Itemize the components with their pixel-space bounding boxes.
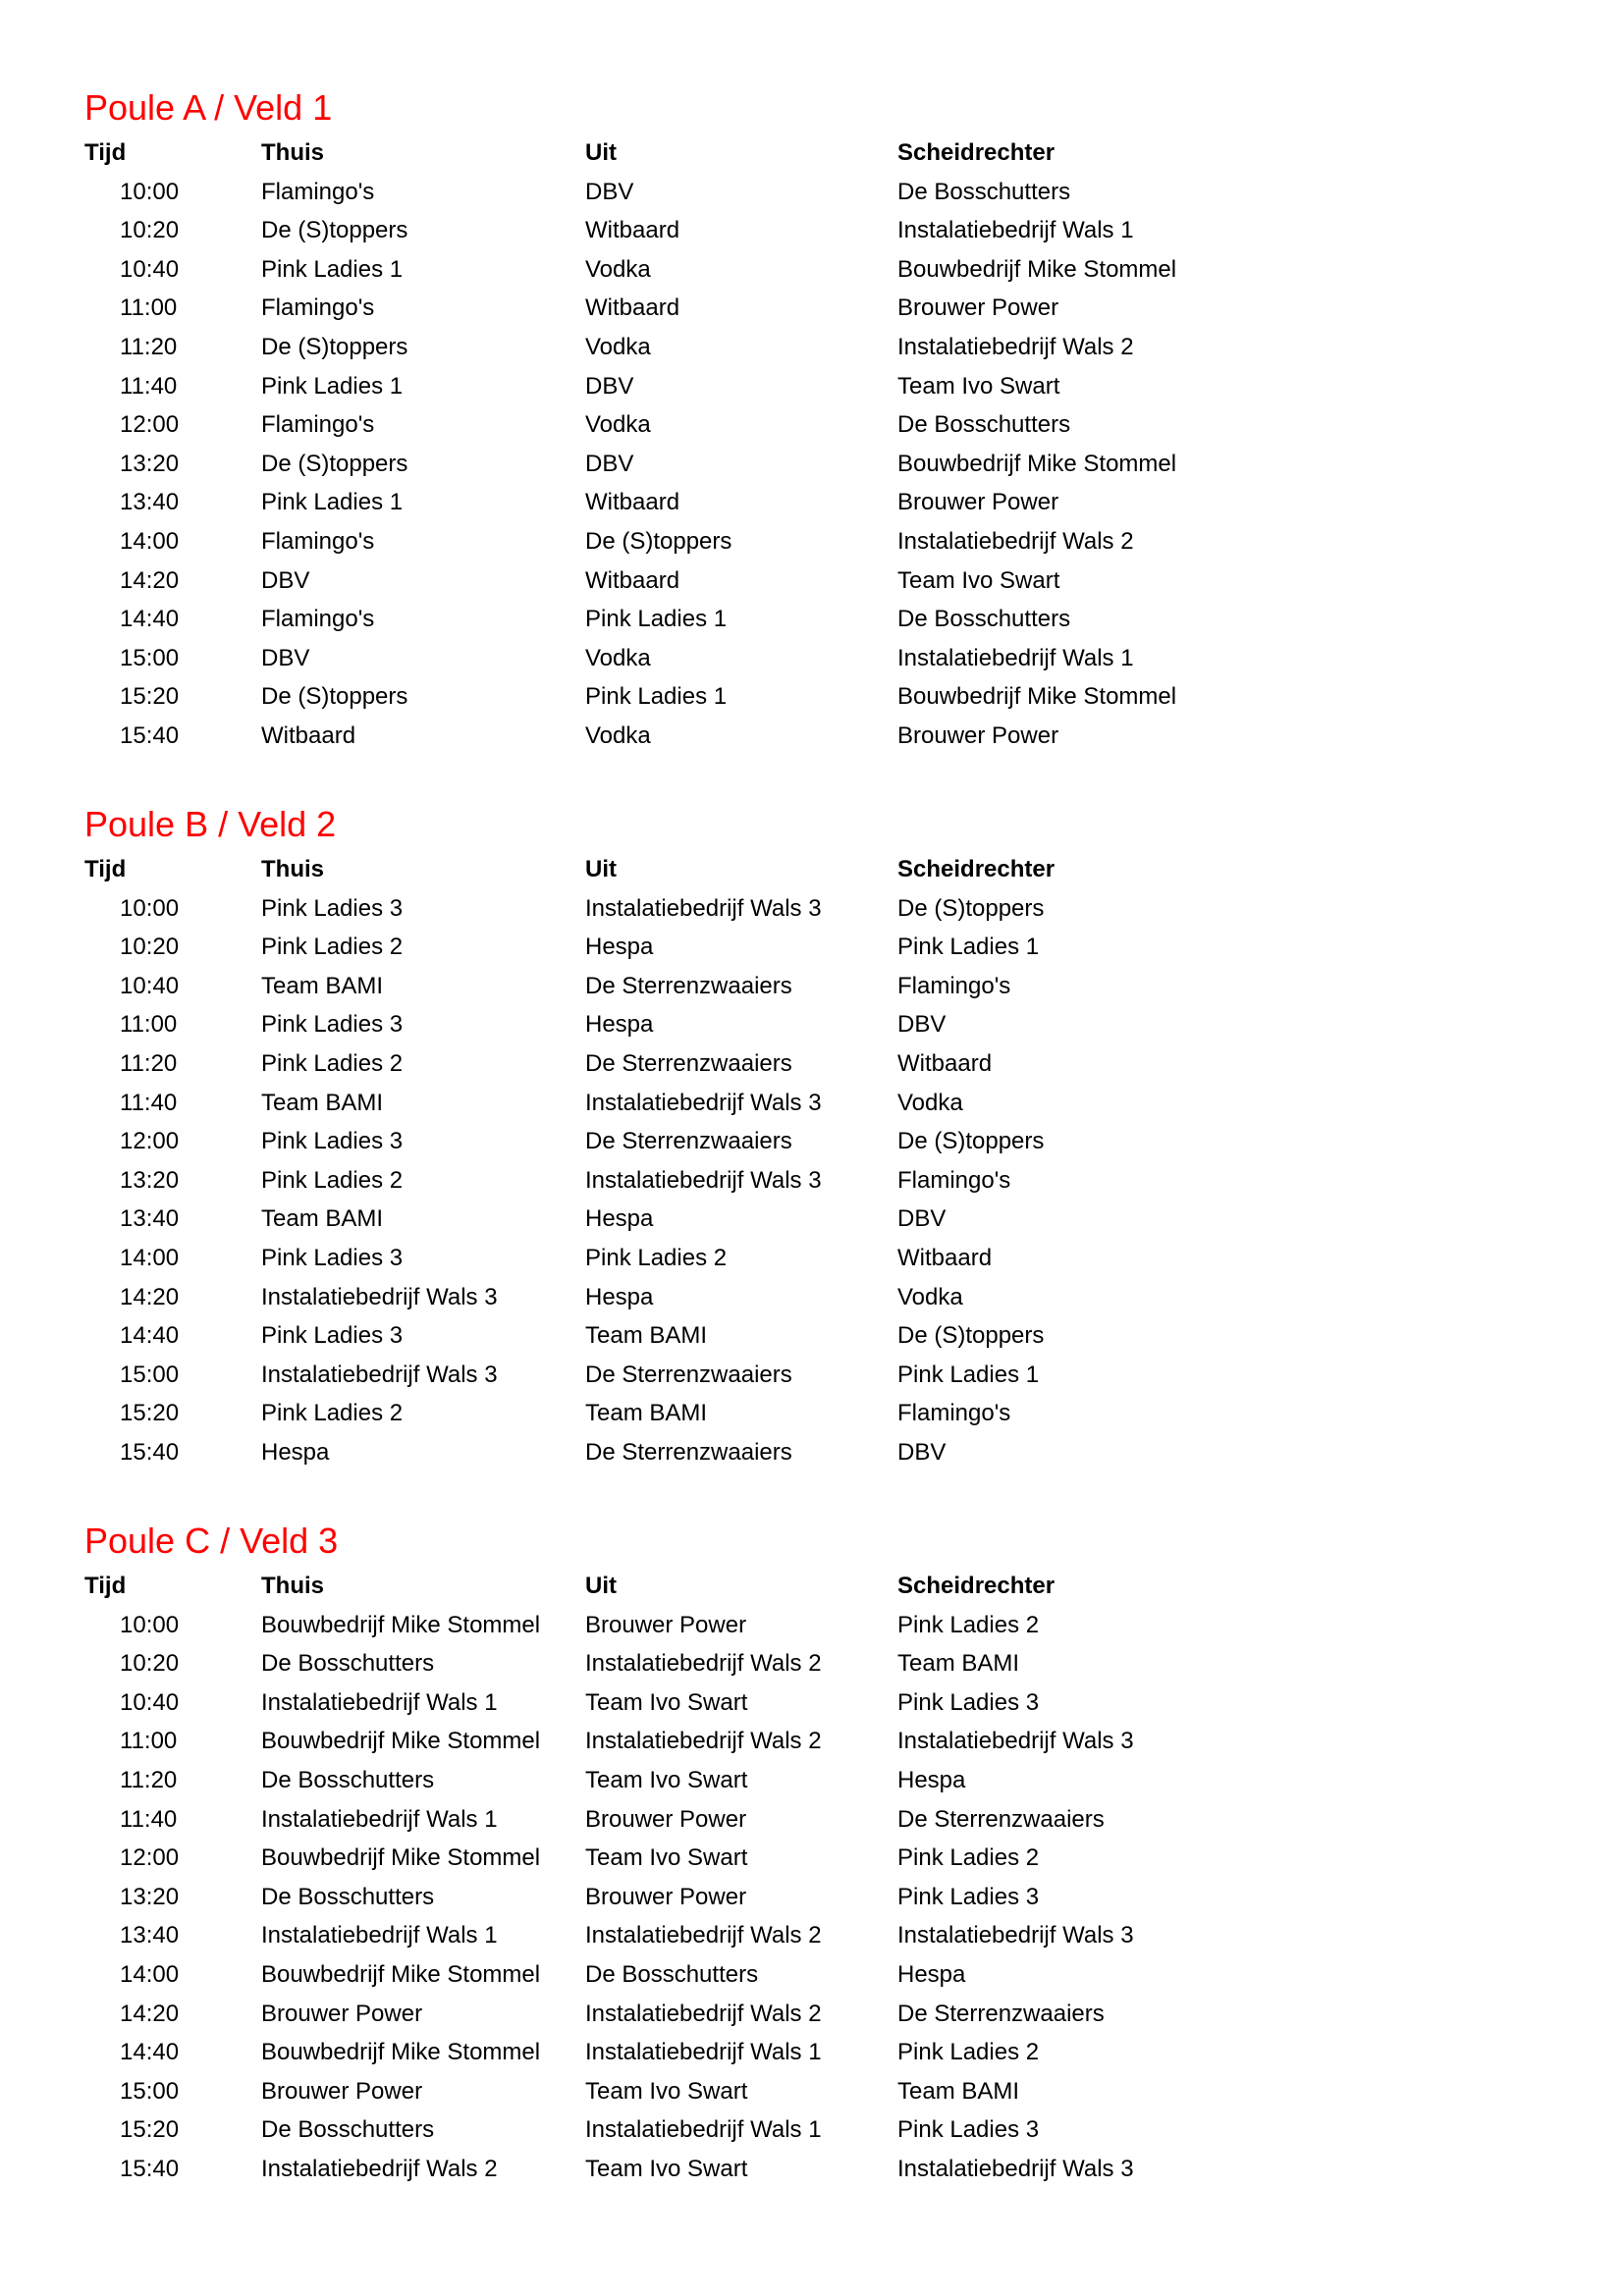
away-team-cell: Vodka <box>585 411 651 439</box>
match-time-cell: 10:40 <box>120 255 180 283</box>
referee-cell: DBV <box>897 1011 947 1039</box>
match-time-cell: 15:00 <box>120 1361 180 1388</box>
referee-cell: De Bosschutters <box>897 606 1071 633</box>
home-team-cell: Flamingo's <box>261 294 375 322</box>
poule-section <box>84 1516 1263 2189</box>
poule-section <box>84 82 1263 756</box>
match-table <box>84 1567 1263 2189</box>
referee-cell: De Bosschutters <box>897 178 1071 205</box>
referee-cell: Instalatiebedrijf Wals 1 <box>897 217 1134 244</box>
table-row <box>84 211 1263 250</box>
home-team-cell: DBV <box>261 566 310 594</box>
table-row <box>84 967 1263 1006</box>
away-team-cell: Vodka <box>585 333 651 360</box>
table-row <box>84 889 1263 929</box>
match-time-cell: 10:20 <box>120 217 180 244</box>
table-header-row <box>84 1567 1263 1606</box>
referee-cell: Witbaard <box>897 1049 993 1077</box>
home-team-cell: Pink Ladies 2 <box>261 1400 404 1427</box>
referee-cell: Flamingo's <box>897 972 1011 999</box>
column-header-time: Tijd <box>84 856 127 882</box>
match-time-cell: 13:40 <box>120 489 180 516</box>
referee-cell: Brouwer Power <box>897 294 1059 322</box>
table-row <box>84 639 1263 678</box>
referee-cell: Hespa <box>897 1960 966 1988</box>
away-team-cell: Hespa <box>585 1011 654 1039</box>
match-time-cell: 15:40 <box>120 2155 180 2182</box>
match-time-cell: 11:40 <box>120 1805 178 1833</box>
away-team-cell: Instalatiebedrijf Wals 3 <box>585 894 822 922</box>
away-team-cell: Instalatiebedrijf Wals 3 <box>585 1089 822 1116</box>
away-team-cell: Team Ivo Swart <box>585 2155 748 2182</box>
match-time-cell: 14:20 <box>120 1283 180 1310</box>
away-team-cell: Instalatiebedrijf Wals 3 <box>585 1166 822 1194</box>
away-team-cell: De Bosschutters <box>585 1960 759 1988</box>
home-team-cell: De (S)toppers <box>261 683 408 711</box>
away-team-cell: Team BAMI <box>585 1322 708 1350</box>
table-row <box>84 677 1263 717</box>
match-time-cell: 15:20 <box>120 1400 180 1427</box>
match-time-cell: 10:20 <box>120 1650 180 1678</box>
match-time-cell: 11:20 <box>120 1049 178 1077</box>
away-team-cell: Brouwer Power <box>585 1883 747 1910</box>
referee-cell: Team BAMI <box>897 2077 1020 2105</box>
home-team-cell: Pink Ladies 3 <box>261 894 404 922</box>
referee-cell: Flamingo's <box>897 1400 1011 1427</box>
column-header-referee: Scheidrechter <box>897 139 1056 166</box>
home-team-cell: De Bosschutters <box>261 1650 435 1678</box>
column-header-away: Uit <box>585 856 617 882</box>
table-row <box>84 1433 1263 1472</box>
table-row <box>84 1839 1263 1878</box>
referee-cell: Flamingo's <box>897 1166 1011 1194</box>
match-rows <box>84 1606 1263 2189</box>
match-time-cell: 12:00 <box>120 1128 180 1155</box>
home-team-cell: Hespa <box>261 1438 330 1466</box>
home-team-cell: Instalatiebedrijf Wals 1 <box>261 1688 498 1716</box>
match-time-cell: 12:00 <box>120 1844 180 1872</box>
referee-cell: Team Ivo Swart <box>897 566 1060 594</box>
away-team-cell: Team BAMI <box>585 1400 708 1427</box>
home-team-cell: Instalatiebedrijf Wals 1 <box>261 1805 498 1833</box>
referee-cell: De (S)toppers <box>897 894 1045 922</box>
home-team-cell: Flamingo's <box>261 527 375 555</box>
table-row <box>84 1200 1263 1239</box>
home-team-cell: Instalatiebedrijf Wals 3 <box>261 1361 498 1388</box>
home-team-cell: Pink Ladies 2 <box>261 934 404 961</box>
table-header-row <box>84 133 1263 173</box>
away-team-cell: DBV <box>585 178 634 205</box>
referee-cell: Instalatiebedrijf Wals 1 <box>897 644 1134 671</box>
away-team-cell: De Sterrenzwaaiers <box>585 1049 792 1077</box>
column-header-referee: Scheidrechter <box>897 856 1056 882</box>
away-team-cell: Instalatiebedrijf Wals 2 <box>585 1728 822 1755</box>
column-header-away: Uit <box>585 1573 617 1599</box>
match-time-cell: 10:00 <box>120 894 180 922</box>
table-row <box>84 1800 1263 1840</box>
away-team-cell: Team Ivo Swart <box>585 1844 748 1872</box>
table-row <box>84 717 1263 756</box>
match-time-cell: 14:00 <box>120 1960 180 1988</box>
home-team-cell: De (S)toppers <box>261 333 408 360</box>
referee-cell: De Bosschutters <box>897 411 1071 439</box>
referee-cell: Vodka <box>897 1283 963 1310</box>
referee-cell: DBV <box>897 1438 947 1466</box>
match-time-cell: 11:40 <box>120 372 178 400</box>
match-time-cell: 11:40 <box>120 1089 178 1116</box>
away-team-cell: De Sterrenzwaaiers <box>585 1438 792 1466</box>
away-team-cell: Pink Ladies 1 <box>585 683 728 711</box>
referee-cell: Witbaard <box>897 1244 993 1271</box>
home-team-cell: Pink Ladies 2 <box>261 1049 404 1077</box>
match-rows <box>84 173 1263 756</box>
home-team-cell: De Bosschutters <box>261 1766 435 1793</box>
match-time-cell: 14:20 <box>120 2000 180 2027</box>
away-team-cell: Instalatiebedrijf Wals 1 <box>585 2116 822 2144</box>
match-time-cell: 10:20 <box>120 934 180 961</box>
referee-cell: Pink Ladies 3 <box>897 1883 1040 1910</box>
table-row <box>84 2033 1263 2072</box>
table-row <box>84 561 1263 601</box>
table-row <box>84 483 1263 522</box>
referee-cell: Team BAMI <box>897 1650 1020 1678</box>
match-table <box>84 133 1263 756</box>
away-team-cell: Brouwer Power <box>585 1805 747 1833</box>
away-team-cell: De Sterrenzwaaiers <box>585 1361 792 1388</box>
referee-cell: Hespa <box>897 1766 966 1793</box>
match-time-cell: 15:20 <box>120 2116 180 2144</box>
table-row <box>84 1044 1263 1084</box>
match-time-cell: 11:20 <box>120 333 178 360</box>
table-row <box>84 1878 1263 1917</box>
match-time-cell: 13:20 <box>120 1166 180 1194</box>
referee-cell: DBV <box>897 1205 947 1233</box>
poule-title: Poule A / Veld 1 <box>84 87 333 128</box>
away-team-cell: Hespa <box>585 1205 654 1233</box>
match-time-cell: 11:00 <box>120 1011 178 1039</box>
referee-cell: Team Ivo Swart <box>897 372 1060 400</box>
match-time-cell: 11:00 <box>120 294 178 322</box>
column-header-home: Thuis <box>261 139 324 166</box>
home-team-cell: Brouwer Power <box>261 2077 423 2105</box>
poule-title: Poule C / Veld 3 <box>84 1521 339 1561</box>
match-time-cell: 10:40 <box>120 972 180 999</box>
away-team-cell: Instalatiebedrijf Wals 2 <box>585 2000 822 2027</box>
away-team-cell: Hespa <box>585 1283 654 1310</box>
match-time-cell: 14:00 <box>120 1244 180 1271</box>
table-row <box>84 1761 1263 1800</box>
home-team-cell: De (S)toppers <box>261 450 408 477</box>
match-time-cell: 13:40 <box>120 1922 180 1949</box>
away-team-cell: Pink Ladies 1 <box>585 606 728 633</box>
referee-cell: Pink Ladies 3 <box>897 2116 1040 2144</box>
table-row <box>84 1239 1263 1278</box>
referee-cell: De Sterrenzwaaiers <box>897 2000 1105 2027</box>
table-row <box>84 173 1263 212</box>
table-row <box>84 1644 1263 1683</box>
table-row <box>84 1316 1263 1356</box>
match-time-cell: 10:40 <box>120 1688 180 1716</box>
away-team-cell: De Sterrenzwaaiers <box>585 1128 792 1155</box>
referee-cell: Pink Ladies 1 <box>897 1361 1040 1388</box>
referee-cell: Instalatiebedrijf Wals 2 <box>897 333 1134 360</box>
table-row <box>84 1356 1263 1395</box>
table-row <box>84 289 1263 328</box>
referee-cell: Bouwbedrijf Mike Stommel <box>897 450 1177 477</box>
away-team-cell: Team Ivo Swart <box>585 1766 748 1793</box>
home-team-cell: DBV <box>261 644 310 671</box>
away-team-cell: Witbaard <box>585 294 680 322</box>
referee-cell: Vodka <box>897 1089 963 1116</box>
referee-cell: Pink Ladies 3 <box>897 1688 1040 1716</box>
table-row <box>84 1084 1263 1123</box>
table-row <box>84 1955 1263 1995</box>
home-team-cell: Flamingo's <box>261 606 375 633</box>
referee-cell: Instalatiebedrijf Wals 3 <box>897 1728 1134 1755</box>
home-team-cell: Team BAMI <box>261 1089 384 1116</box>
home-team-cell: Pink Ladies 3 <box>261 1322 404 1350</box>
table-row <box>84 2072 1263 2111</box>
referee-cell: Pink Ladies 2 <box>897 1611 1040 1638</box>
table-row <box>84 1161 1263 1201</box>
away-team-cell: Pink Ladies 2 <box>585 1244 728 1271</box>
table-row <box>84 1916 1263 1955</box>
home-team-cell: Bouwbedrijf Mike Stommel <box>261 1844 541 1872</box>
home-team-cell: Instalatiebedrijf Wals 1 <box>261 1922 498 1949</box>
match-rows <box>84 889 1263 1472</box>
match-time-cell: 14:40 <box>120 606 180 633</box>
column-header-time: Tijd <box>84 1573 127 1599</box>
home-team-cell: Pink Ladies 1 <box>261 255 404 283</box>
table-row <box>84 2150 1263 2189</box>
match-time-cell: 14:20 <box>120 566 180 594</box>
match-time-cell: 10:00 <box>120 178 180 205</box>
table-row <box>84 1722 1263 1761</box>
match-time-cell: 15:20 <box>120 683 180 711</box>
match-time-cell: 13:20 <box>120 1883 180 1910</box>
table-row <box>84 250 1263 290</box>
match-time-cell: 14:00 <box>120 527 180 555</box>
away-team-cell: DBV <box>585 372 634 400</box>
poule-title: Poule B / Veld 2 <box>84 804 337 844</box>
away-team-cell: Witbaard <box>585 566 680 594</box>
referee-cell: De (S)toppers <box>897 1128 1045 1155</box>
referee-cell: Instalatiebedrijf Wals 3 <box>897 1922 1134 1949</box>
table-header-row <box>84 850 1263 889</box>
match-time-cell: 14:40 <box>120 1322 180 1350</box>
match-time-cell: 10:00 <box>120 1611 180 1638</box>
home-team-cell: Team BAMI <box>261 1205 384 1233</box>
table-row <box>84 928 1263 967</box>
table-row <box>84 1606 1263 1645</box>
home-team-cell: Team BAMI <box>261 972 384 999</box>
match-time-cell: 14:40 <box>120 2039 180 2066</box>
home-team-cell: Pink Ladies 3 <box>261 1011 404 1039</box>
table-row <box>84 367 1263 406</box>
referee-cell: Bouwbedrijf Mike Stommel <box>897 683 1177 711</box>
away-team-cell: Instalatiebedrijf Wals 2 <box>585 1922 822 1949</box>
poule-section <box>84 799 1263 1472</box>
home-team-cell: Witbaard <box>261 721 356 749</box>
match-time-cell: 15:00 <box>120 2077 180 2105</box>
match-time-cell: 11:00 <box>120 1728 178 1755</box>
home-team-cell: Bouwbedrijf Mike Stommel <box>261 1611 541 1638</box>
table-row <box>84 405 1263 445</box>
match-time-cell: 15:40 <box>120 1438 180 1466</box>
match-time-cell: 13:40 <box>120 1205 180 1233</box>
match-time-cell: 15:40 <box>120 721 180 749</box>
home-team-cell: Flamingo's <box>261 178 375 205</box>
away-team-cell: Vodka <box>585 255 651 283</box>
home-team-cell: Bouwbedrijf Mike Stommel <box>261 1728 541 1755</box>
table-row <box>84 1995 1263 2034</box>
away-team-cell: Instalatiebedrijf Wals 2 <box>585 1650 822 1678</box>
away-team-cell: De Sterrenzwaaiers <box>585 972 792 999</box>
referee-cell: Pink Ladies 2 <box>897 1844 1040 1872</box>
home-team-cell: De (S)toppers <box>261 217 408 244</box>
home-team-cell: Flamingo's <box>261 411 375 439</box>
referee-cell: De (S)toppers <box>897 1322 1045 1350</box>
table-row <box>84 600 1263 639</box>
table-row <box>84 1122 1263 1161</box>
away-team-cell: De (S)toppers <box>585 527 732 555</box>
home-team-cell: Pink Ladies 1 <box>261 372 404 400</box>
table-row <box>84 1683 1263 1723</box>
referee-cell: Bouwbedrijf Mike Stommel <box>897 255 1177 283</box>
match-time-cell: 13:20 <box>120 450 180 477</box>
match-time-cell: 15:00 <box>120 644 180 671</box>
home-team-cell: Brouwer Power <box>261 2000 423 2027</box>
column-header-home: Thuis <box>261 856 324 882</box>
away-team-cell: Vodka <box>585 721 651 749</box>
referee-cell: Brouwer Power <box>897 721 1059 749</box>
home-team-cell: Pink Ladies 3 <box>261 1244 404 1271</box>
table-row <box>84 1005 1263 1044</box>
away-team-cell: Team Ivo Swart <box>585 2077 748 2105</box>
column-header-time: Tijd <box>84 139 127 166</box>
table-row <box>84 445 1263 484</box>
match-time-cell: 12:00 <box>120 411 180 439</box>
home-team-cell: Instalatiebedrijf Wals 2 <box>261 2155 498 2182</box>
column-header-home: Thuis <box>261 1573 324 1599</box>
home-team-cell: De Bosschutters <box>261 2116 435 2144</box>
referee-cell: Instalatiebedrijf Wals 2 <box>897 527 1134 555</box>
match-table <box>84 850 1263 1472</box>
match-time-cell: 11:20 <box>120 1766 178 1793</box>
referee-cell: De Sterrenzwaaiers <box>897 1805 1105 1833</box>
away-team-cell: Hespa <box>585 934 654 961</box>
home-team-cell: Bouwbedrijf Mike Stommel <box>261 2039 541 2066</box>
home-team-cell: De Bosschutters <box>261 1883 435 1910</box>
home-team-cell: Pink Ladies 1 <box>261 489 404 516</box>
away-team-cell: Team Ivo Swart <box>585 1688 748 1716</box>
table-row <box>84 522 1263 561</box>
away-team-cell: Brouwer Power <box>585 1611 747 1638</box>
home-team-cell: Pink Ladies 3 <box>261 1128 404 1155</box>
table-row <box>84 2110 1263 2150</box>
away-team-cell: DBV <box>585 450 634 477</box>
home-team-cell: Pink Ladies 2 <box>261 1166 404 1194</box>
away-team-cell: Witbaard <box>585 217 680 244</box>
table-row <box>84 328 1263 367</box>
home-team-cell: Instalatiebedrijf Wals 3 <box>261 1283 498 1310</box>
table-row <box>84 1394 1263 1433</box>
away-team-cell: Instalatiebedrijf Wals 1 <box>585 2039 822 2066</box>
away-team-cell: Witbaard <box>585 489 680 516</box>
table-row <box>84 1278 1263 1317</box>
home-team-cell: Bouwbedrijf Mike Stommel <box>261 1960 541 1988</box>
away-team-cell: Vodka <box>585 644 651 671</box>
referee-cell: Brouwer Power <box>897 489 1059 516</box>
column-header-referee: Scheidrechter <box>897 1573 1056 1599</box>
column-header-away: Uit <box>585 139 617 166</box>
referee-cell: Pink Ladies 2 <box>897 2039 1040 2066</box>
referee-cell: Pink Ladies 1 <box>897 934 1040 961</box>
referee-cell: Instalatiebedrijf Wals 3 <box>897 2155 1134 2182</box>
